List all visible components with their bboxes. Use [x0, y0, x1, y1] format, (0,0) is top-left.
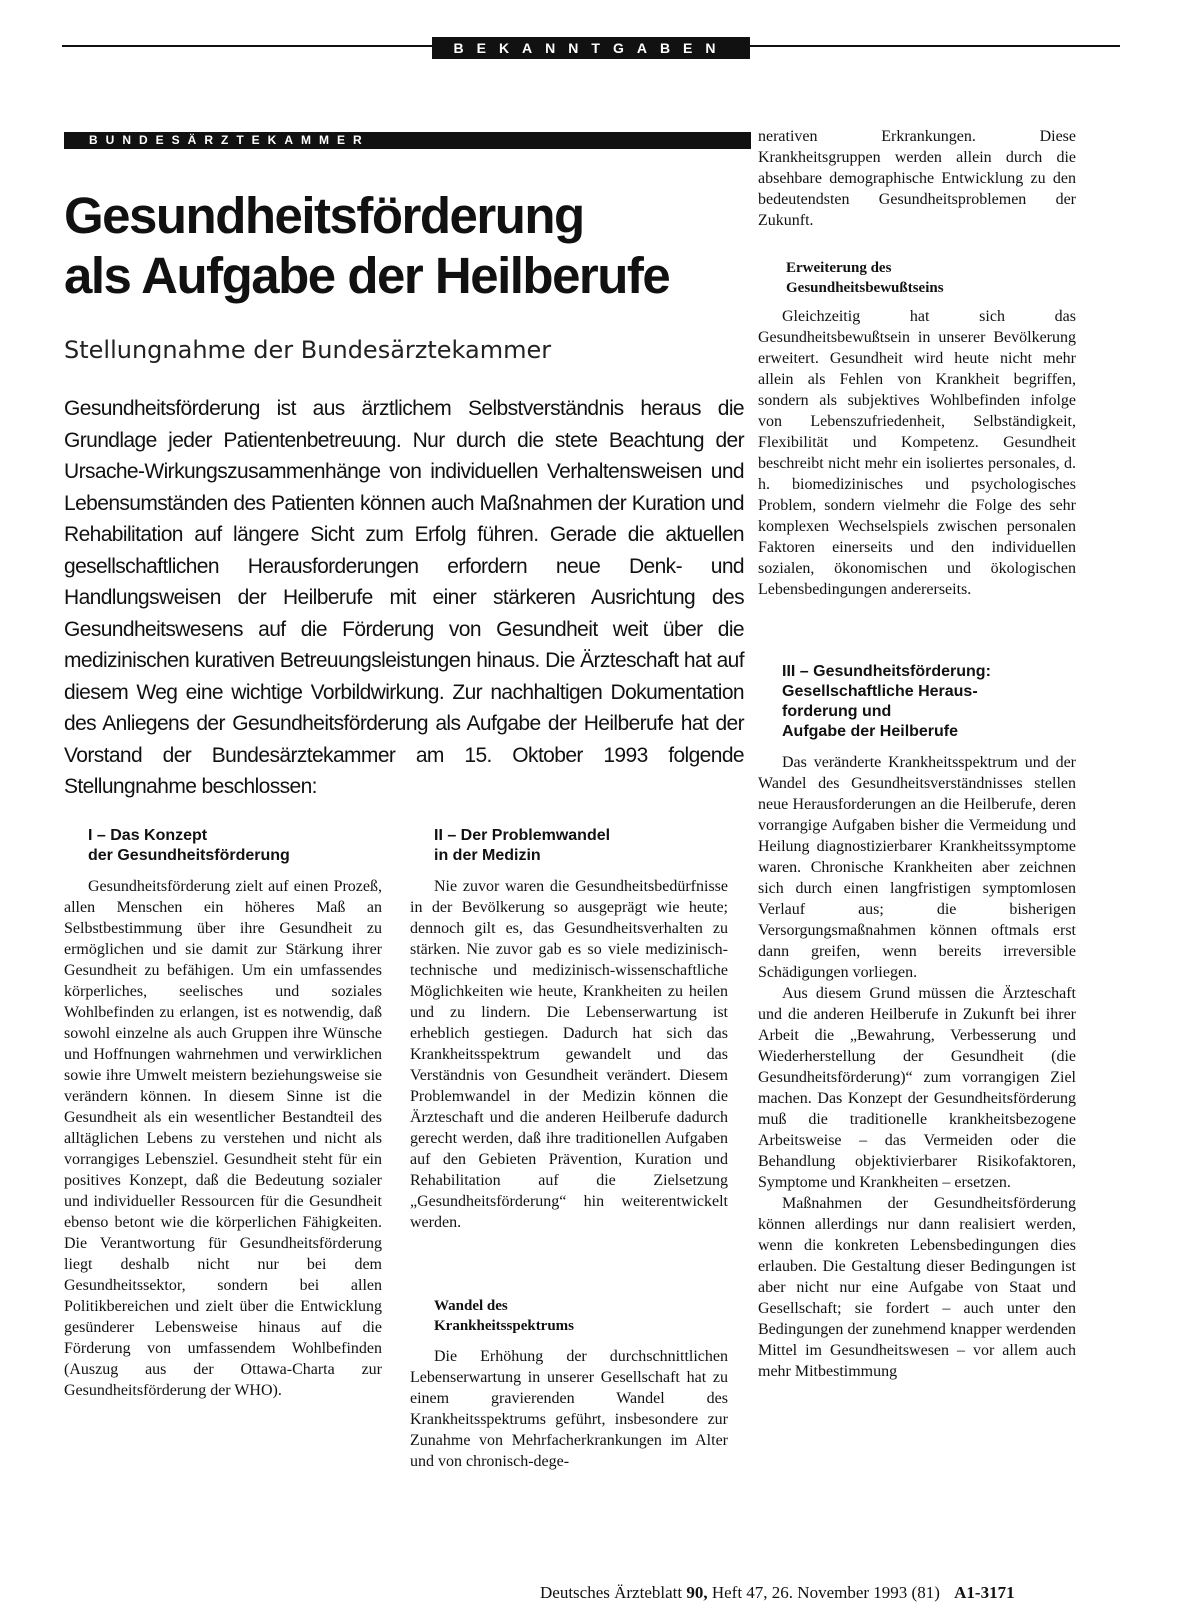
title-line-2: als Aufgabe der Heilberufe — [64, 247, 670, 304]
subheading-erweiterung-line-2: Gesundheitsbewußtseins — [786, 280, 944, 296]
column-2-paragraph-2: Die Erhöhung der durchschnittlichen Lebenserwartung in unserer Gesellschaft hat zu einem gravierenden Wandel des Krankheitsspektrums geführt, insbesondere zur Zunahme von Mehrfacherkrankungen im Alter und von chronisch-dege- — [410, 1348, 728, 1470]
section-heading-3 — [782, 662, 1076, 742]
column-3-body-mid — [758, 306, 1076, 600]
column-3-body-top — [758, 126, 1076, 231]
subheading-wandel — [434, 1296, 724, 1336]
column-3-paragraph-mid: Gleichzeitig hat sich das Gesundheitsbewußtsein in unserer Bevölkerung erweitert. Gesundheit wird heute nicht mehr allein als Fehlen von Krankheit begriffen, sondern als subjektives Wohlbefinden infolge von Lebenszufriedenheit, Selbständigkeit, Flexibilität und Kompetenz. Gesundheit beschreibt nicht mehr ein isoliertes personales, d. h. biomedizinisches und psychologisches Problem, sondern vielmehr die Folge des sehr komplexen Wechselspiels zwischen personalen Faktoren einerseits und den individuellen sozialen, ökonomischen und ökologischen Lebensbedingungen andererseits. — [758, 308, 1076, 598]
issue-date: Heft 47, 26. November 1993 (81) — [711, 1583, 940, 1602]
section-heading-2-line-2: in der Medizin — [434, 847, 541, 864]
section-heading-3-line-2: Gesellschaftliche Heraus- — [782, 683, 978, 700]
publisher-banner: BUNDESÄRZTEKAMMER — [64, 132, 751, 149]
column-2-body — [410, 876, 728, 1233]
column-3-paragraph-1: Das veränderte Krankheitsspektrum und der Wandel des Gesundheitsverständnisses stellen neue Herausforderungen an die Heilberufe, deren vorrangige Aufgaben bisher die Vermeidung und Heilung diagnostizierbarer Krankheitssymptome waren. Chronische Krankheiten aber zeichnen sich durch einen langfristigen symptomlosen Verlauf aus; die bisherigen Versorgungsmaßnahmen können oftmals erst dann greifen, wenn bereits irreversible Schädigungen vorliegen. — [758, 754, 1076, 981]
page-footer — [540, 1583, 1080, 1603]
article-title — [64, 186, 754, 306]
subheading-erweiterung — [786, 258, 1076, 298]
column-3-paragraph-2: Aus diesem Grund müssen die Ärzteschaft und die anderen Heilberufe in Zukunft bei ihrer Arbeit die „Bewahrung, Verbesserung und Wiederherstellung der Gesundheit (die Gesundheitsförderung)“ zum vorrangigen Ziel machen. Das Konzept der Gesundheitsförderung muß die traditionelle krankheitsbezogene Arbeitsweise – das Vermeiden oder die Behandlung objektivierbarer Risikofaktoren, Symptome und Krankheiten – ersetzen. — [758, 985, 1076, 1191]
column-2 — [434, 826, 730, 866]
section-heading-1 — [88, 826, 384, 866]
column-2-body-2 — [410, 1346, 728, 1472]
section-heading-2-line-1: II – Der Problemwandel — [434, 827, 611, 844]
subheading-erweiterung-line-1: Erweiterung des — [786, 260, 892, 276]
section-heading-1-line-2: der Gesundheitsförderung — [88, 847, 290, 864]
lead-paragraph: Gesundheitsförderung ist aus ärztlichem Selbstverständnis heraus die Grundlage jeder Patientenbetreuung. Nur durch die stete Beachtung der Ursache-Wirkungszusammenhänge von individuellen Verhaltensweisen und Lebensumständen des Patienten können auch Maßnahmen der Kuration und Rehabilitation auf längere Sicht zum Erfolg führen. Gerade die aktuellen gesellschaftlichen Herausforderungen erfordern neue Denk- und Handlungsweisen der Heilberufe mit einer stärkeren Ausrichtung des Gesundheitswesens auf die Förderung von Gesundheit weit über die medizinischen kurativen Betreuungsleistungen hinaus. Die Ärzteschaft hat auf diesem Weg eine wichtige Vorbildwirkung. Zur nachhaltigen Dokumentation des Anliegens der Gesundheitsförderung als Aufgabe der Heilberufe hat der Vorstand der Bundesärztekammer am 15. Oktober 1993 folgende Stellungnahme beschlossen: — [64, 397, 744, 798]
column-1-body — [64, 876, 382, 1401]
section-heading-3-line-1: III – Gesundheitsförderung: — [782, 663, 991, 680]
page-number: A1-3171 — [954, 1583, 1015, 1602]
section-heading-2 — [434, 826, 730, 866]
title-line-1: Gesundheitsförderung — [64, 187, 584, 244]
volume-number: 90, — [686, 1583, 708, 1602]
column-1-paragraph: Gesundheitsförderung zielt auf einen Prozeß, allen Menschen ein höheres Maß an Selbstbestimmung über ihre Gesundheit zu ermöglichen und sie damit zur Stärkung ihrer Gesundheit zu befähigen. Um ein umfassendes körperliches, seelisches und soziales Wohlbefinden zu erlangen, ist es notwendig, daß sowohl einzelne als auch Gruppen ihre Wünsche und Hoffnungen wahrnehmen und verwirklichen sowie ihre Umwelt meistern beziehungsweise sie verändern können. In diesem Sinne ist die Gesundheit als ein wesentlicher Bestandteil des alltäglichen Lebens zu verstehen und nicht als vorrangiges Lebensziel. Gesundheit steht für ein positives Konzept, daß die Bedeutung sozialer und individueller Ressourcen für die Gesundheit ebenso betont wie die körperlichen Fähigkeiten. Die Verantwortung für Gesundheitsförderung liegt deshalb nicht nur bei dem Gesundheitssektor, sondern bei allen Politikbereichen und zielt über die Entwicklung gesünderer Lebensweise hinaus auf die Förderung von umfassendem Wohlbefinden (Auszug aus der Ottawa-Charta zur Gesundheitsförderung der WHO). — [64, 878, 382, 1399]
subheading-wandel-line-1: Wandel des — [434, 1298, 508, 1314]
journal-name: Deutsches Ärzteblatt — [540, 1583, 683, 1602]
section-heading-1-line-1: I – Das Konzept — [88, 827, 208, 844]
section-banner: BEKANNTGABEN — [432, 37, 750, 59]
column-3-continuation: nerativen Erkrankungen. Diese Krankheitsgruppen werden allein durch die absehbare demographische Entwicklung zu den bedeutendsten Gesundheitsproblemen der Zukunft. — [758, 128, 1076, 229]
column-3-body-bottom — [758, 752, 1076, 1382]
column-1 — [88, 826, 384, 866]
column-2-paragraph: Nie zuvor waren die Gesundheitsbedürfnisse in der Bevölkerung so ausgeprägt wie heute; dennoch gilt es, das Gesundheitsverhalten zu stärken. Nie zuvor gab es so viele medizinisch-technische und medizinisch-wissenschaftliche Möglichkeiten wie heute, Krankheiten zu heilen und zu lindern. Die Lebenserwartung ist erheblich gestiegen. Dadurch hat sich das Krankheitsspektrum gewandelt und das Verständnis von Gesundheit verändert. Diesem Problemwandel in der Medizin können die Ärzteschaft und die anderen Heilberufe dadurch gerecht werden, daß ihre traditionellen Aufgaben auf den Gebieten Prävention, Kuration und Rehabilitation auf die Zielsetzung „Gesundheitsförderung“ hin weiterentwickelt werden. — [410, 878, 728, 1231]
subheading-wandel-line-2: Krankheitsspektrums — [434, 1318, 575, 1334]
article-subtitle: Stellungnahme der Bundesärztekammer — [64, 336, 552, 364]
section-heading-3-line-3: forderung und — [782, 703, 892, 720]
column-3-paragraph-3: Maßnahmen der Gesundheitsförderung können allerdings nur dann realisiert werden, wenn die konkreten Lebensbedingungen dies erlauben. Die Gestaltung dieser Bedingungen ist aber nicht nur eine Aufgabe von Staat und Gesellschaft; sie fordert – auch unter den Bedingungen der zunehmend knapper werdenden Mittel im Gesundheitswesen – vor allem auch mehr Mitbestimmung — [758, 1195, 1076, 1380]
section-heading-3-line-4: Aufgabe der Heilberufe — [782, 723, 959, 740]
